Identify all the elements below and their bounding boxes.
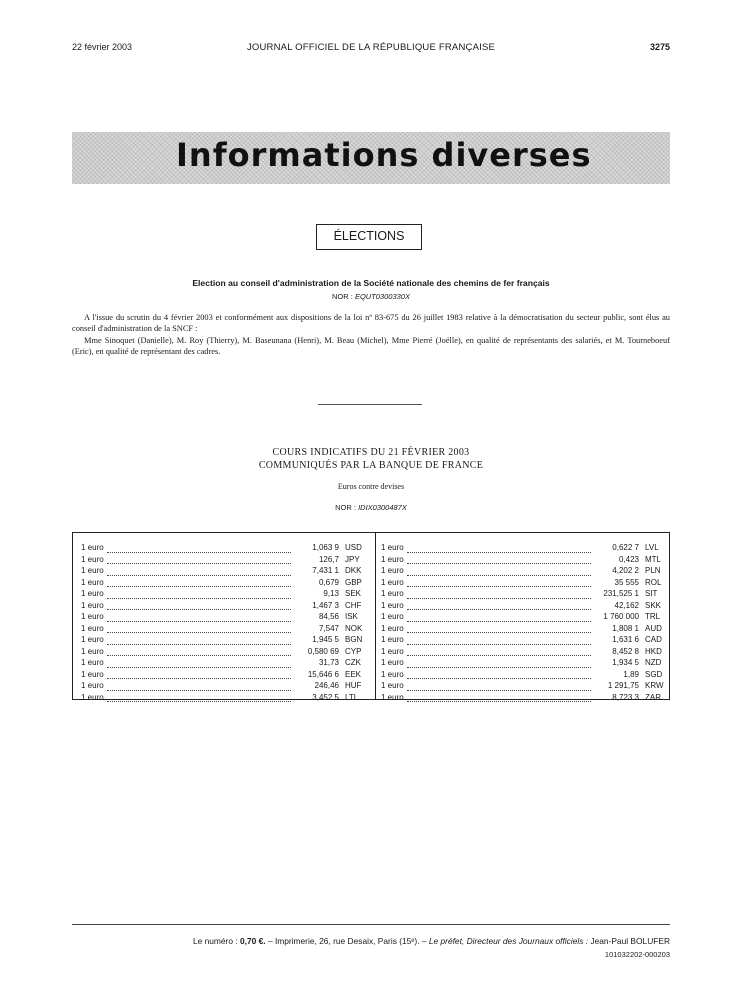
unit-label: 1 euro bbox=[81, 612, 104, 621]
dot-leader bbox=[407, 575, 591, 576]
rate-value: 7,431 1 bbox=[312, 566, 339, 575]
unit-label: 1 euro bbox=[381, 681, 404, 690]
rate-row bbox=[381, 543, 671, 555]
dot-leader bbox=[407, 667, 591, 668]
rate-row bbox=[81, 624, 371, 636]
rate-value: 1,808 1 bbox=[612, 623, 639, 633]
rate-value: 1,467 3 bbox=[312, 600, 339, 610]
nor-code: EQUT0300330X bbox=[354, 292, 410, 301]
dot-leader bbox=[407, 701, 591, 702]
dot-leader bbox=[407, 552, 591, 553]
rate-row bbox=[81, 578, 371, 590]
rate-row bbox=[81, 566, 371, 578]
currency-code: SKK bbox=[645, 600, 662, 610]
currency-code: JPY bbox=[345, 554, 360, 564]
rate-value: 35 555 bbox=[614, 577, 639, 587]
rate-value: 1,631 6 bbox=[612, 635, 639, 644]
rate-value: 0,423 bbox=[618, 554, 639, 564]
dot-leader bbox=[107, 701, 291, 702]
unit-label: 1 euro bbox=[81, 577, 104, 587]
rate-row bbox=[381, 578, 671, 590]
print-code: 101032202-000203 bbox=[604, 950, 670, 959]
dot-leader bbox=[107, 598, 291, 599]
rates-title-line-2: COMMUNIQUÉS PAR LA BANQUE DE FRANCE bbox=[258, 460, 484, 471]
currency-code: HUF bbox=[345, 681, 362, 690]
nor-label: NOR : bbox=[335, 503, 356, 512]
rate-value: 0,622 7 bbox=[612, 543, 639, 552]
column-divider bbox=[375, 533, 376, 699]
unit-label: 1 euro bbox=[381, 612, 404, 621]
nor-label: NOR : bbox=[332, 292, 353, 301]
section-separator bbox=[318, 404, 422, 405]
dot-leader bbox=[107, 621, 291, 622]
rate-row bbox=[81, 658, 371, 670]
rates-title bbox=[72, 446, 670, 472]
rate-value: 31,73 bbox=[318, 658, 339, 667]
rate-row bbox=[381, 589, 671, 601]
rate-value: 1 291,75 bbox=[607, 681, 639, 690]
currency-code: PLN bbox=[645, 566, 661, 575]
rate-row bbox=[81, 670, 371, 682]
dot-leader bbox=[107, 563, 291, 564]
page-number: 3275 bbox=[649, 42, 670, 52]
currency-code: NOK bbox=[345, 623, 363, 633]
rate-row bbox=[381, 670, 671, 682]
unit-label: 1 euro bbox=[81, 692, 104, 702]
dot-leader bbox=[107, 690, 291, 691]
rates-column-right bbox=[381, 543, 671, 704]
unit-label: 1 euro bbox=[381, 554, 404, 564]
unit-label: 1 euro bbox=[81, 589, 104, 598]
currency-code: BGN bbox=[345, 635, 363, 644]
rate-row bbox=[381, 555, 671, 567]
currency-code: LTL bbox=[345, 692, 359, 702]
issue-price: 0,70 €. bbox=[240, 936, 266, 946]
rate-value: 231,525 1 bbox=[603, 589, 639, 598]
dot-leader bbox=[407, 598, 591, 599]
unit-label: 1 euro bbox=[381, 635, 404, 644]
page-header bbox=[72, 42, 670, 56]
unit-label: 1 euro bbox=[81, 554, 104, 564]
dot-leader bbox=[407, 644, 591, 645]
rate-value: 246,46 bbox=[314, 681, 339, 690]
dot-leader bbox=[407, 609, 591, 610]
unit-label: 1 euro bbox=[381, 623, 404, 633]
page-footer bbox=[72, 936, 670, 946]
dot-leader bbox=[407, 586, 591, 587]
dot-leader bbox=[407, 655, 591, 656]
currency-code: EEK bbox=[345, 669, 362, 679]
rate-row bbox=[381, 658, 671, 670]
rate-row bbox=[81, 589, 371, 601]
rate-value: 1,89 bbox=[623, 669, 639, 679]
dot-leader bbox=[107, 609, 291, 610]
rate-value: 42,162 bbox=[614, 600, 639, 610]
rate-row bbox=[81, 555, 371, 567]
unit-label: 1 euro bbox=[81, 600, 104, 610]
rate-row bbox=[381, 681, 671, 693]
rate-value: 0,679 bbox=[318, 577, 339, 587]
unit-label: 1 euro bbox=[381, 600, 404, 610]
rate-row bbox=[81, 693, 371, 705]
currency-code: SIT bbox=[645, 589, 658, 598]
rate-row bbox=[81, 681, 371, 693]
rate-value: 9,13 bbox=[323, 589, 339, 598]
rates-column-left bbox=[81, 543, 371, 704]
dot-leader bbox=[407, 621, 591, 622]
rate-row bbox=[381, 635, 671, 647]
currency-code: ZAR bbox=[645, 692, 661, 702]
rate-row bbox=[381, 601, 671, 613]
rates-subtitle: Euros contre devises bbox=[337, 482, 405, 491]
dot-leader bbox=[107, 667, 291, 668]
director-name: Jean-Paul BOLUFER bbox=[590, 936, 670, 946]
unit-label: 1 euro bbox=[381, 566, 404, 575]
rate-row bbox=[81, 612, 371, 624]
rate-value: 84,56 bbox=[318, 612, 339, 621]
currency-code: KRW bbox=[645, 681, 664, 690]
dot-leader bbox=[407, 632, 591, 633]
dot-leader bbox=[107, 575, 291, 576]
unit-label: 1 euro bbox=[81, 669, 104, 679]
dot-leader bbox=[107, 655, 291, 656]
dot-leader bbox=[107, 632, 291, 633]
nor-code: IDIX0300487X bbox=[358, 503, 407, 512]
journal-title: JOURNAL OFFICIEL DE LA RÉPUBLIQUE FRANÇAISE bbox=[246, 42, 496, 53]
printer-info: – Imprimerie, 26, rue Desaix, Paris (15ᵉ). – bbox=[267, 936, 427, 946]
rate-row bbox=[81, 543, 371, 555]
rate-value: 4,202 2 bbox=[612, 566, 639, 575]
exchange-rates-table bbox=[72, 532, 670, 700]
rate-value: 8,723 3 bbox=[612, 692, 639, 702]
rate-value: 15,646 6 bbox=[307, 669, 339, 679]
unit-label: 1 euro bbox=[81, 566, 104, 575]
rates-nor bbox=[72, 503, 670, 512]
currency-code: GBP bbox=[345, 577, 362, 587]
currency-code: MTL bbox=[645, 554, 661, 564]
rates-title-line-1: COURS INDICATIFS DU 21 FÉVRIER 2003 bbox=[272, 447, 470, 458]
issue-date: 22 février 2003 bbox=[72, 42, 133, 52]
currency-code: CYP bbox=[345, 646, 362, 656]
currency-code: TRL bbox=[645, 612, 661, 621]
rate-value: 7,547 bbox=[318, 623, 339, 633]
unit-label: 1 euro bbox=[81, 681, 104, 690]
currency-code: SGD bbox=[645, 669, 663, 679]
unit-label: 1 euro bbox=[381, 646, 404, 656]
numero-label: Le numéro : bbox=[192, 936, 238, 946]
paragraph-text: A l'issue du scrutin du 4 février 2003 et conformément aux dispositions de la loi nº 83-675 du 26 juillet 1983 relative à la démocratisation du secteur public, sont élus au conseil d'administration de la SNCF : bbox=[72, 313, 670, 333]
rate-value: 1,934 5 bbox=[612, 658, 639, 667]
rate-row bbox=[81, 647, 371, 659]
unit-label: 1 euro bbox=[81, 646, 104, 656]
rate-row bbox=[381, 612, 671, 624]
rate-row bbox=[381, 624, 671, 636]
dot-leader bbox=[107, 586, 291, 587]
currency-code: HKD bbox=[645, 646, 662, 656]
dot-leader bbox=[407, 678, 591, 679]
currency-code: ISK bbox=[345, 612, 358, 621]
currency-code: USD bbox=[345, 543, 362, 552]
unit-label: 1 euro bbox=[81, 635, 104, 644]
rate-row bbox=[81, 635, 371, 647]
election-paragraph-2 bbox=[72, 335, 670, 357]
rate-value: 126,7 bbox=[318, 554, 339, 564]
currency-code: AUD bbox=[645, 623, 662, 633]
prefect-label: Le préfet, Directeur des Journaux officiels : bbox=[428, 936, 589, 946]
election-title: Election au conseil d'administration de la Société nationale des chemins de fer français bbox=[192, 278, 550, 288]
footer-rule bbox=[72, 924, 670, 925]
rate-row bbox=[381, 647, 671, 659]
unit-label: 1 euro bbox=[381, 543, 404, 552]
unit-label: 1 euro bbox=[81, 543, 104, 552]
unit-label: 1 euro bbox=[381, 658, 404, 667]
dot-leader bbox=[107, 552, 291, 553]
currency-code: CZK bbox=[345, 658, 361, 667]
currency-code: SEK bbox=[345, 589, 362, 598]
unit-label: 1 euro bbox=[381, 577, 404, 587]
rate-value: 0,580 69 bbox=[307, 646, 339, 656]
banner-title: Informations diverses bbox=[176, 136, 592, 174]
rate-value: 1,945 5 bbox=[312, 635, 339, 644]
unit-label: 1 euro bbox=[381, 692, 404, 702]
unit-label: 1 euro bbox=[381, 669, 404, 679]
section-heading-box: ÉLECTIONS bbox=[316, 224, 422, 250]
unit-label: 1 euro bbox=[381, 589, 404, 598]
rate-row bbox=[81, 601, 371, 613]
unit-label: 1 euro bbox=[81, 623, 104, 633]
currency-code: CAD bbox=[645, 635, 662, 644]
dot-leader bbox=[407, 690, 591, 691]
currency-code: ROL bbox=[645, 577, 662, 587]
rate-value: 1,063 9 bbox=[312, 543, 339, 552]
dot-leader bbox=[407, 563, 591, 564]
rate-row bbox=[381, 566, 671, 578]
election-paragraph-1 bbox=[72, 312, 670, 334]
rate-value: 8,452 8 bbox=[612, 646, 639, 656]
rate-value: 3,452 5 bbox=[312, 692, 339, 702]
paragraph-text: Mme Sinoquet (Danielle), M. Roy (Thierry), M. Baseunana (Henri), M. Beau (Michel), Mme Pierré (Joëlle), en qualité de représentants des salariés, et M. Tourneboeuf (Eric), en qualité de représentant des cadres. bbox=[72, 336, 670, 356]
unit-label: 1 euro bbox=[81, 658, 104, 667]
election-nor bbox=[72, 292, 670, 301]
currency-code: DKK bbox=[345, 566, 362, 575]
dot-leader bbox=[107, 678, 291, 679]
currency-code: NZD bbox=[645, 658, 662, 667]
dot-leader bbox=[107, 644, 291, 645]
rate-value: 1 760 000 bbox=[603, 612, 639, 621]
currency-code: CHF bbox=[345, 600, 362, 610]
currency-code: LVL bbox=[645, 543, 659, 552]
rate-row bbox=[381, 693, 671, 705]
